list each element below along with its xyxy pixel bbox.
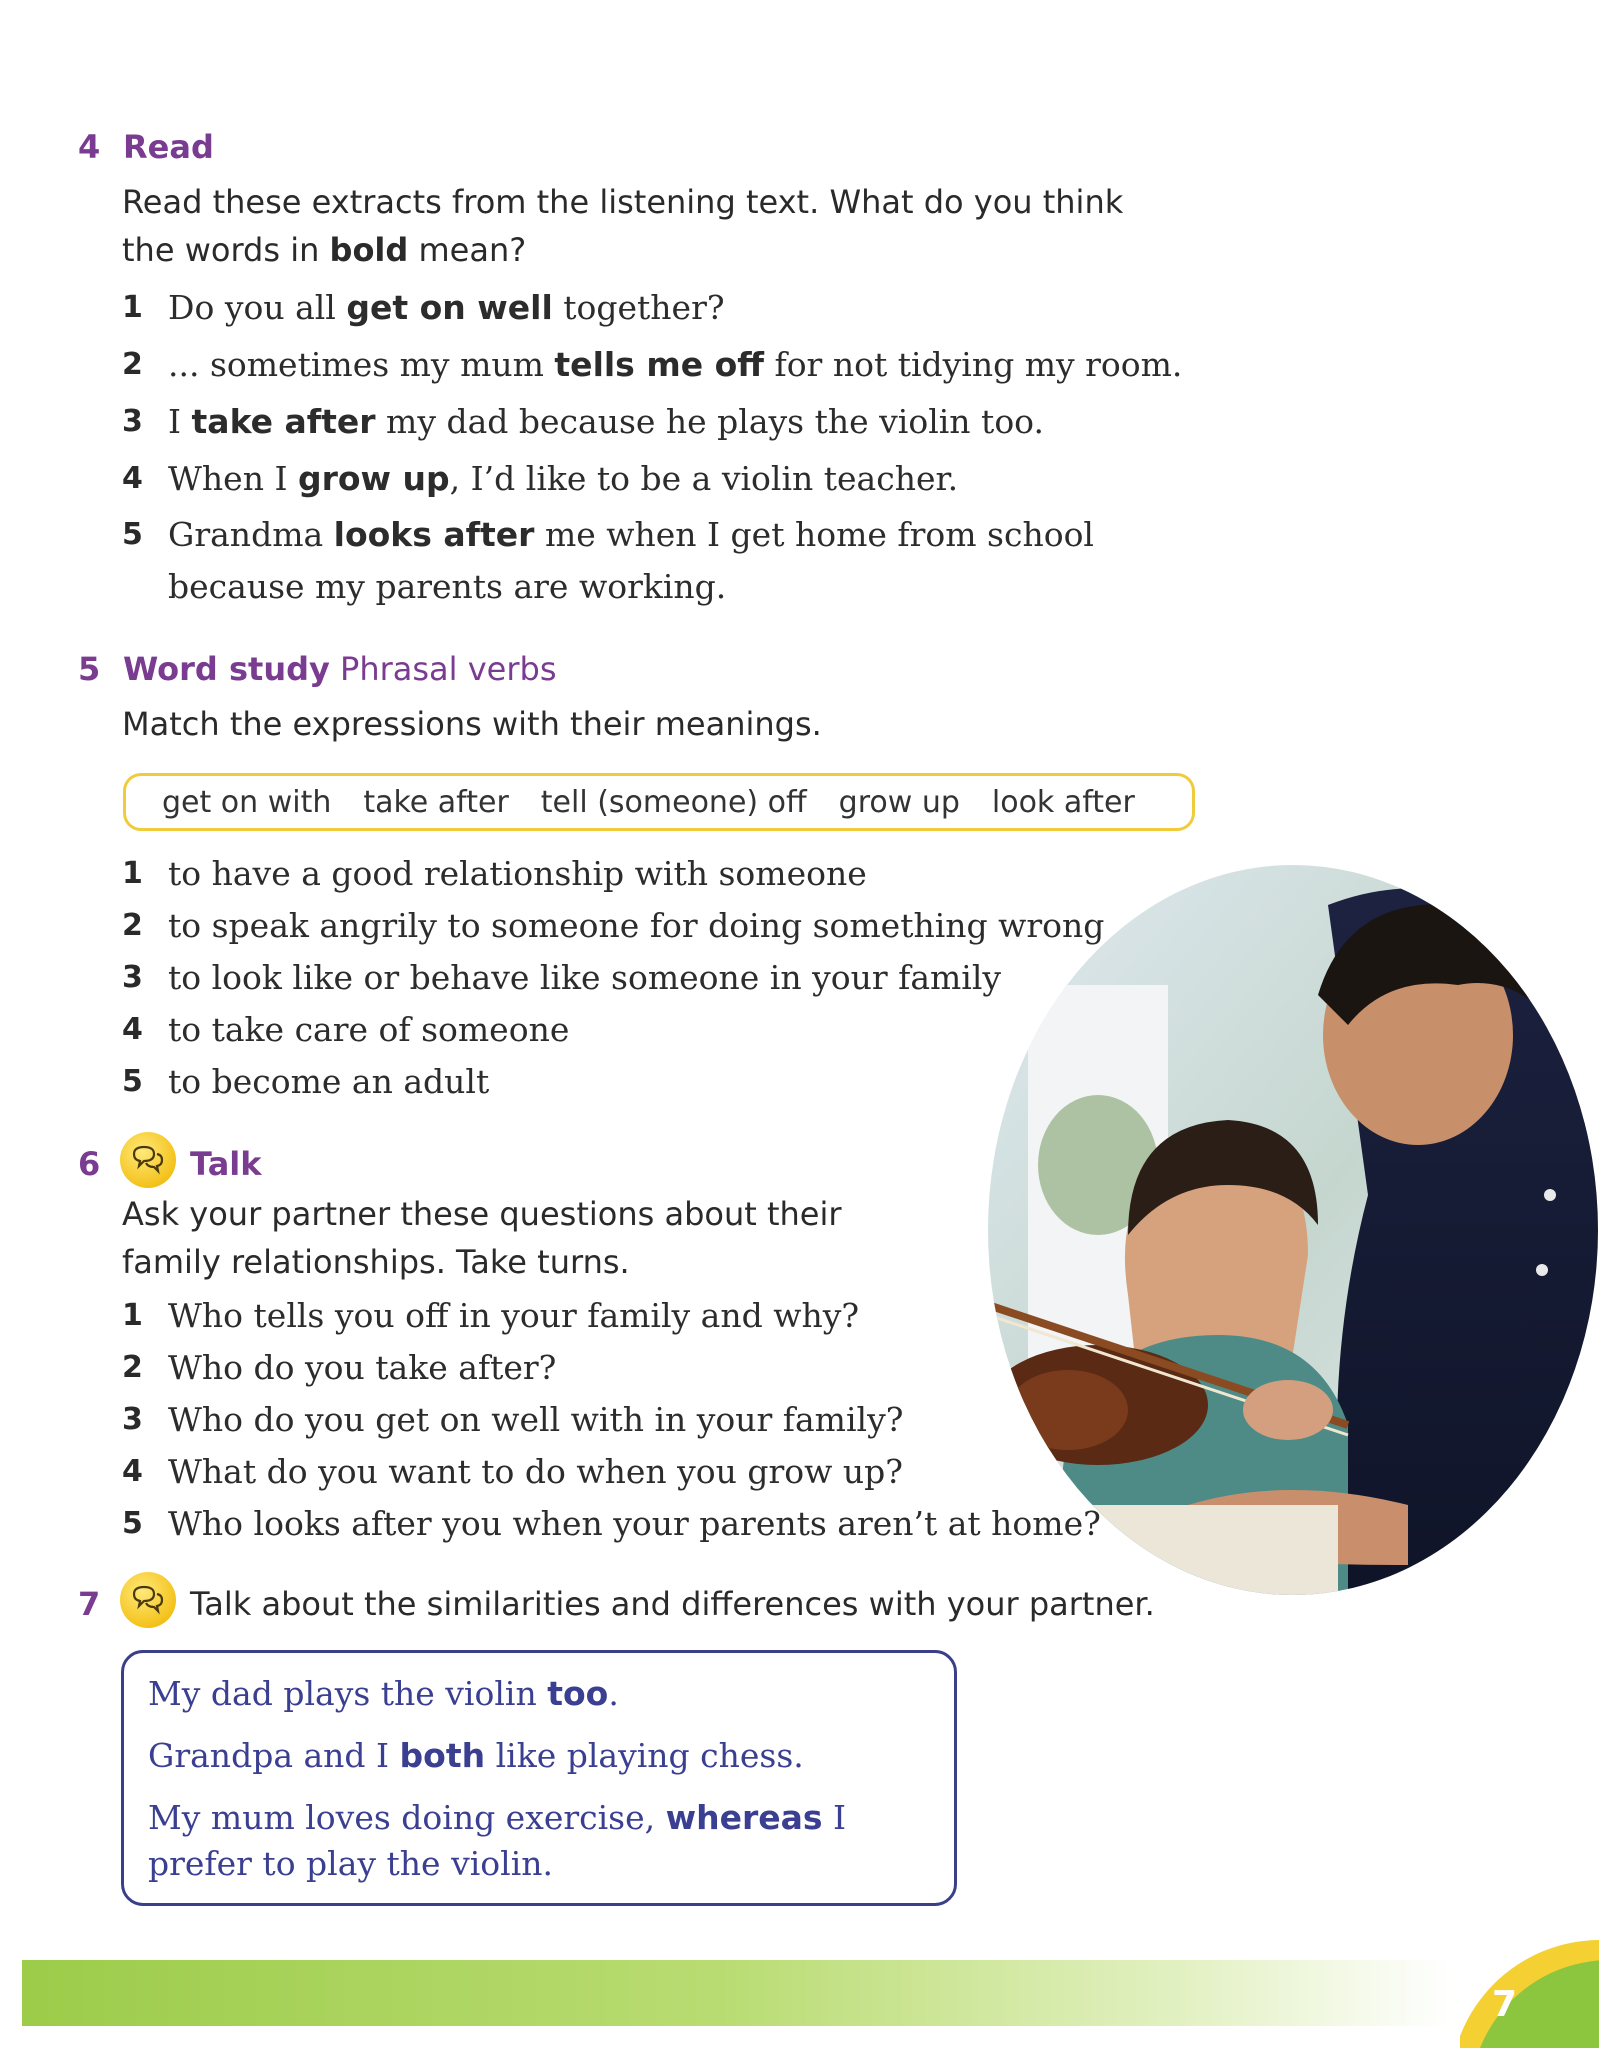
word-box-item: tell (someone) off <box>540 784 807 820</box>
example-sentence: My dad plays the violin too. <box>148 1674 619 1713</box>
exercise-5-title: Word study Phrasal verbs <box>123 650 557 688</box>
list-item: 3 to look like or behave like someone in your family <box>122 958 1002 997</box>
exercise-5-instruction: Match the expressions with their meanings. <box>122 705 822 743</box>
instruction-line: family relationships. Take turns. <box>122 1243 630 1281</box>
word-box-item: take after <box>363 784 509 820</box>
exercise-4-number: 4 <box>78 128 101 166</box>
exercise-6-number: 6 <box>78 1145 101 1183</box>
exercise-7-instruction: Talk about the similarities and differences with your partner. <box>190 1585 1155 1623</box>
word-box-item: look after <box>991 784 1135 820</box>
list-item: 3 I take after my dad because he plays the violin too. <box>122 402 1044 441</box>
list-item: 2 ... sometimes my mum tells me off for not tidying my room. <box>122 345 1183 384</box>
exercise-4-title: Read <box>123 128 214 166</box>
list-item: 2 to speak angrily to someone for doing something wrong <box>122 906 1105 945</box>
word-box-item: grow up <box>838 784 960 820</box>
exercise-4-instruction <box>122 178 1123 274</box>
instruction-line: Read these extracts from the listening text. What do you think <box>122 183 1124 221</box>
list-item: 5 to become an adult <box>122 1062 490 1101</box>
list-item: 4 to take care of someone <box>122 1010 570 1049</box>
example-sentences-box <box>121 1650 957 1906</box>
exercise-6-title: Talk <box>190 1145 262 1183</box>
list-item: 5 Grandma looks after me when I get home from school because my parents are working. <box>122 515 1094 606</box>
speech-bubbles-icon <box>120 1572 176 1628</box>
list-item: 4 What do you want to do when you grow up? <box>122 1452 903 1491</box>
instruction-line: Ask your partner these questions about their <box>122 1195 842 1233</box>
example-sentence: Grandpa and I both like playing chess. <box>148 1736 804 1775</box>
list-item: 1 Do you all get on well together? <box>122 288 725 327</box>
exercise-5-number: 5 <box>78 650 101 688</box>
speech-bubbles-icon <box>120 1132 176 1188</box>
word-box-item: get on with <box>162 784 332 820</box>
list-item: 5 Who looks after you when your parents aren’t at home? <box>122 1504 1101 1543</box>
list-item: 1 Who tells you off in your family and why? <box>122 1296 860 1335</box>
list-item: 3 Who do you get on well with in your family? <box>122 1400 904 1439</box>
list-item: 1 to have a good relationship with someone <box>122 854 867 893</box>
page-corner <box>1460 1930 1599 2048</box>
list-item: 4 When I grow up, I’d like to be a violin teacher. <box>122 459 959 498</box>
page-number: 7 <box>1492 1984 1518 2025</box>
instruction-line: the words in bold mean? <box>122 231 527 269</box>
exercise-7-number: 7 <box>78 1585 101 1623</box>
word-box <box>123 773 1195 831</box>
footer-band <box>22 1960 1577 2026</box>
list-item: 2 Who do you take after? <box>122 1348 557 1387</box>
exercise-6-instruction <box>122 1190 842 1286</box>
example-sentence: My mum loves doing exercise, whereas I prefer to play the violin. <box>148 1798 847 1883</box>
